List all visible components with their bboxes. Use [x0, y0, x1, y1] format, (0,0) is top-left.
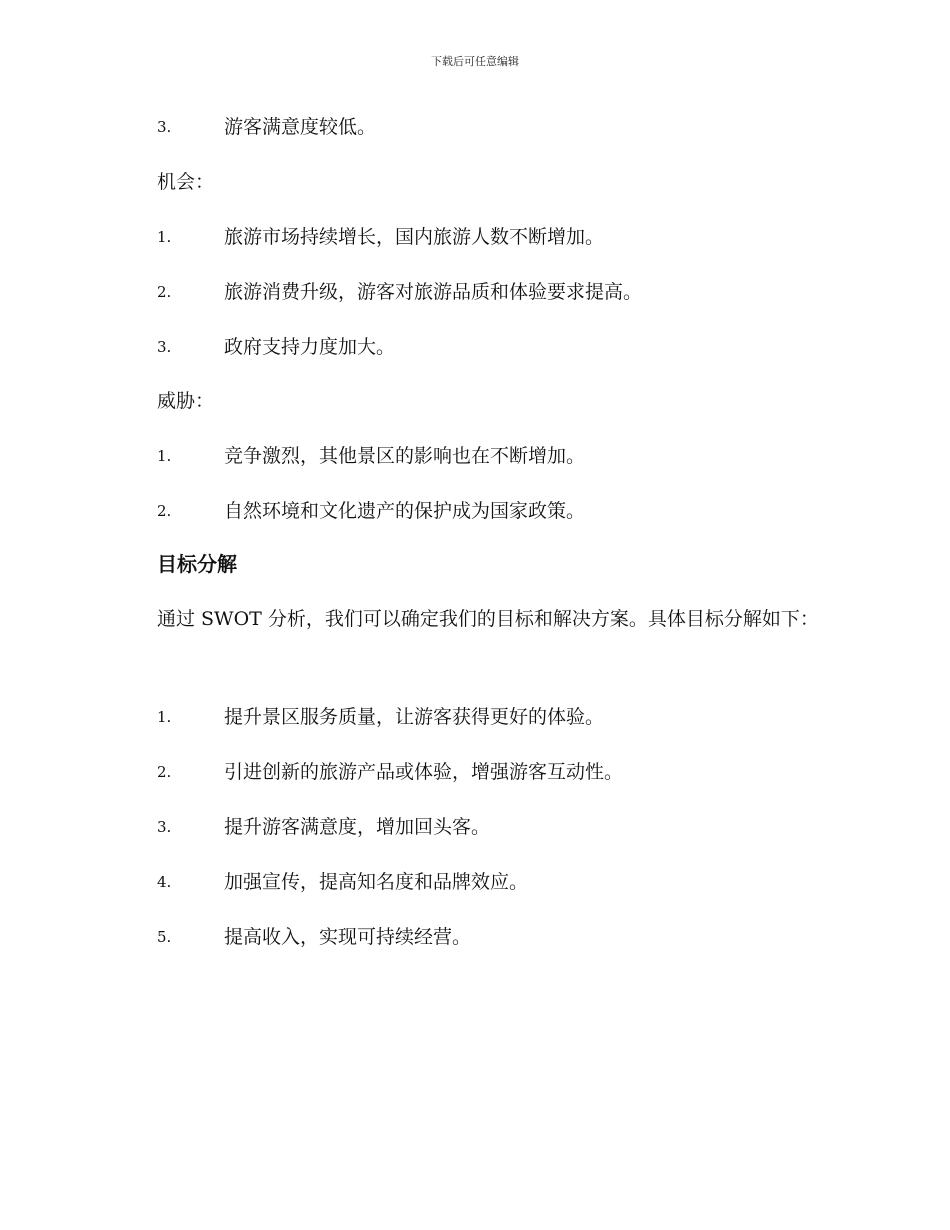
list-item-text: 游客满意度较低。 [224, 116, 377, 138]
list-item-number: 2. [157, 763, 172, 781]
list-item [0, 332, 950, 362]
list-item-text: 旅游消费升级，游客对旅游品质和体验要求提高。 [224, 281, 643, 303]
list-item [0, 496, 950, 526]
section-label-opportunities: 机会： [157, 171, 215, 193]
list-item-number: 1. [157, 708, 172, 726]
list-item [0, 702, 950, 732]
list-item-text: 政府支持力度加大。 [224, 336, 396, 358]
list-item-number: 4. [157, 873, 172, 891]
list-item-number: 2. [157, 283, 172, 301]
list-item [0, 441, 950, 471]
list-item [0, 867, 950, 897]
list-item-text: 旅游市场持续增长，国内旅游人数不断增加。 [224, 226, 605, 248]
list-item [0, 922, 950, 952]
goals-intro-paragraph: 通过 SWOT 分析，我们可以确定我们的目标和解决方案。具体目标分解如下： [157, 608, 819, 630]
list-item-text: 竞争激烈，其他景区的影响也在不断增加。 [224, 445, 586, 467]
list-item [0, 812, 950, 842]
list-item-number: 1. [157, 228, 172, 246]
section-label-threats: 威胁： [157, 390, 215, 412]
list-item-text: 提升景区服务质量，让游客获得更好的体验。 [224, 706, 605, 728]
list-item [0, 757, 950, 787]
list-item-text: 加强宣传，提高知名度和品牌效应。 [224, 871, 529, 893]
page-header: 下载后可任意编辑 [431, 55, 519, 68]
list-item-text: 自然环境和文化遗产的保护成为国家政策。 [224, 500, 586, 522]
list-item [0, 222, 950, 252]
list-item-text: 提高收入，实现可持续经营。 [224, 926, 472, 948]
list-item-number: 3. [157, 818, 172, 836]
list-item-text: 引进创新的旅游产品或体验，增强游客互动性。 [224, 761, 624, 783]
list-item [0, 112, 950, 142]
list-item-number: 3. [157, 338, 172, 356]
list-item-number: 1. [157, 447, 172, 465]
list-item-number: 2. [157, 502, 172, 520]
list-item-number: 5. [157, 928, 172, 946]
list-item-number: 3. [157, 118, 172, 136]
list-item-text: 提升游客满意度，增加回头客。 [224, 816, 491, 838]
list-item [0, 277, 950, 307]
section-heading-goals: 目标分解 [157, 552, 237, 576]
